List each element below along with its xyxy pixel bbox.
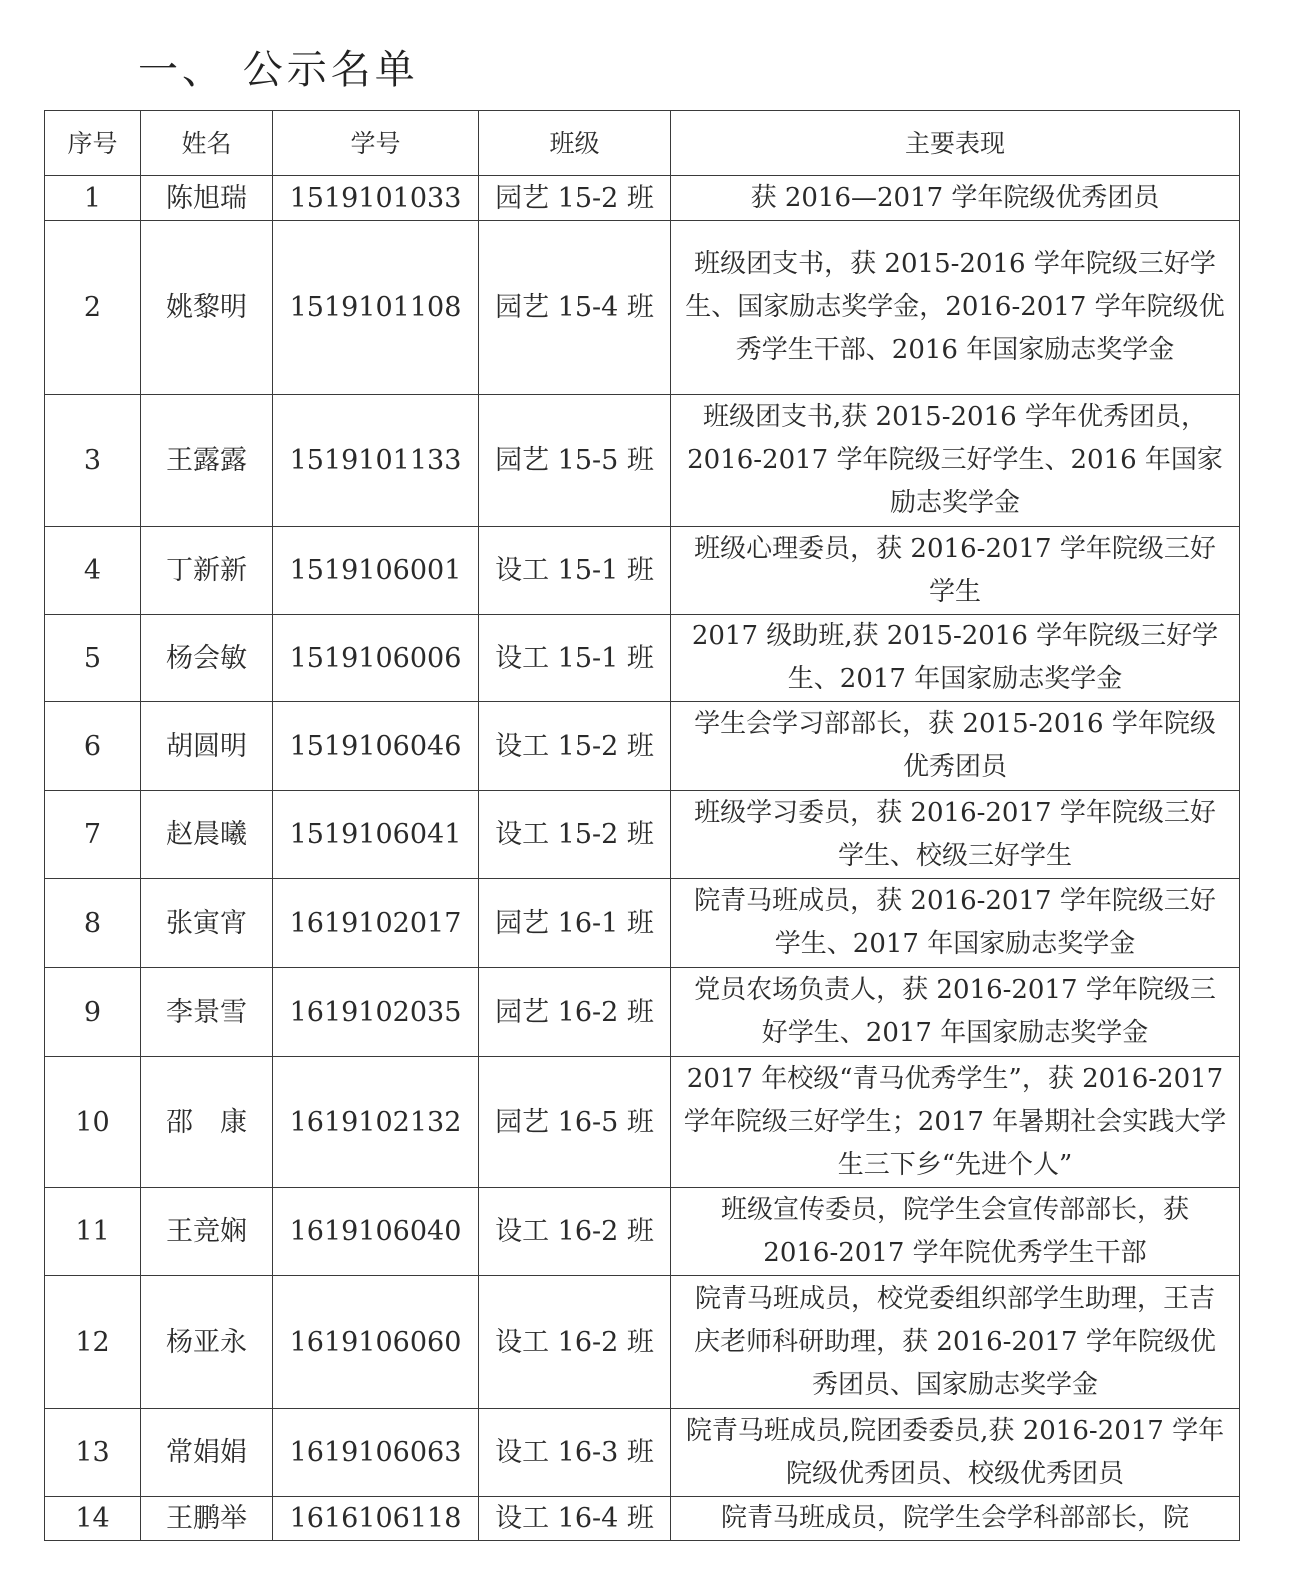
cell-class: 园艺 15-2 班 (479, 176, 671, 221)
cell-student-id: 1519106001 (273, 527, 479, 615)
cell-performance: 班级学习委员，获 2016-2017 学年院级三好学生、校级三好学生 (671, 791, 1240, 879)
cell-class: 设工 16-4 班 (479, 1497, 671, 1541)
cell-performance: 班级团支书,获 2015-2016 学年优秀团员，2016-2017 学年院级三好学生、2016 年国家励志奖学金 (671, 395, 1240, 527)
cell-no: 1 (45, 176, 141, 221)
table-row (45, 702, 1240, 791)
cell-class: 设工 15-1 班 (479, 527, 671, 615)
roster-table (44, 110, 1240, 1541)
cell-no: 13 (45, 1409, 141, 1497)
cell-name: 赵晨曦 (141, 791, 273, 879)
cell-class: 园艺 15-5 班 (479, 395, 671, 527)
cell-name: 常娟娟 (141, 1409, 273, 1497)
table-row (45, 1409, 1240, 1497)
cell-name: 邵 康 (141, 1057, 273, 1188)
table-row (45, 1276, 1240, 1409)
table-row (45, 221, 1240, 395)
cell-student-id: 1519101133 (273, 395, 479, 527)
cell-student-id: 1619102035 (273, 968, 479, 1057)
cell-performance: 获 2016—2017 学年院级优秀团员 (671, 176, 1240, 221)
cell-name: 丁新新 (141, 527, 273, 615)
cell-class: 园艺 16-1 班 (479, 879, 671, 968)
cell-performance: 学生会学习部部长，获 2015-2016 学年院级优秀团员 (671, 702, 1240, 791)
header-no: 序号 (45, 111, 141, 176)
cell-class: 园艺 16-5 班 (479, 1057, 671, 1188)
cell-name: 王竞娴 (141, 1188, 273, 1276)
table-row (45, 527, 1240, 615)
cell-class: 设工 16-3 班 (479, 1409, 671, 1497)
cell-class: 设工 15-2 班 (479, 791, 671, 879)
cell-performance: 班级心理委员，获 2016-2017 学年院级三好学生 (671, 527, 1240, 615)
header-student-id: 学号 (273, 111, 479, 176)
cell-student-id: 1519101033 (273, 176, 479, 221)
table-row (45, 791, 1240, 879)
cell-performance: 院青马班成员,院团委委员,获 2016-2017 学年院级优秀团员、校级优秀团员 (671, 1409, 1240, 1497)
table-row (45, 1057, 1240, 1188)
cell-class: 设工 15-2 班 (479, 702, 671, 791)
cell-student-id: 1519106046 (273, 702, 479, 791)
cell-performance: 2017 级助班,获 2015-2016 学年院级三好学生、2017 年国家励志奖学金 (671, 615, 1240, 702)
cell-no: 2 (45, 221, 141, 395)
cell-performance: 党员农场负责人，获 2016-2017 学年院级三好学生、2017 年国家励志奖学金 (671, 968, 1240, 1057)
cell-student-id: 1619106063 (273, 1409, 479, 1497)
cell-name: 杨会敏 (141, 615, 273, 702)
cell-name: 杨亚永 (141, 1276, 273, 1409)
header-performance: 主要表现 (671, 111, 1240, 176)
cell-no: 8 (45, 879, 141, 968)
cell-class: 设工 15-1 班 (479, 615, 671, 702)
cell-student-id: 1519106006 (273, 615, 479, 702)
cell-name: 王鹏举 (141, 1497, 273, 1541)
cell-name: 王露露 (141, 395, 273, 527)
cell-student-id: 1616106118 (273, 1497, 479, 1541)
cell-no: 3 (45, 395, 141, 527)
cell-class: 设工 16-2 班 (479, 1276, 671, 1409)
cell-name: 陈旭瑞 (141, 176, 273, 221)
table-row (45, 176, 1240, 221)
cell-name: 胡圆明 (141, 702, 273, 791)
cell-name: 姚黎明 (141, 221, 273, 395)
cell-performance: 2017 年校级“青马优秀学生”，获 2016-2017 学年院级三好学生；2017 年暑期社会实践大学生三下乡“先进个人” (671, 1057, 1240, 1188)
cell-no: 10 (45, 1057, 141, 1188)
table-row (45, 879, 1240, 968)
cell-student-id: 1519106041 (273, 791, 479, 879)
table-row (45, 1188, 1240, 1276)
cell-performance: 院青马班成员，院学生会学科部部长，院 (671, 1497, 1240, 1541)
table-row (45, 968, 1240, 1057)
cell-performance: 院青马班成员，获 2016-2017 学年院级三好学生、2017 年国家励志奖学金 (671, 879, 1240, 968)
cell-no: 9 (45, 968, 141, 1057)
cell-class: 园艺 16-2 班 (479, 968, 671, 1057)
cell-student-id: 1619106060 (273, 1276, 479, 1409)
table-row (45, 1497, 1240, 1541)
cell-name: 李景雪 (141, 968, 273, 1057)
table-header-row (45, 111, 1240, 176)
header-name: 姓名 (141, 111, 273, 176)
cell-name: 张寅宵 (141, 879, 273, 968)
cell-class: 设工 16-2 班 (479, 1188, 671, 1276)
cell-student-id: 1519101108 (273, 221, 479, 395)
cell-performance: 班级团支书，获 2015-2016 学年院级三好学生、国家励志奖学金，2016-2017 学年院级优秀学生干部、2016 年国家励志奖学金 (671, 221, 1240, 395)
cell-student-id: 1619102017 (273, 879, 479, 968)
cell-no: 5 (45, 615, 141, 702)
cell-no: 11 (45, 1188, 141, 1276)
cell-performance: 院青马班成员，校党委组织部学生助理，王吉庆老师科研助理，获 2016-2017 学年院级优秀团员、国家励志奖学金 (671, 1276, 1240, 1409)
cell-student-id: 1619106040 (273, 1188, 479, 1276)
table-body (45, 176, 1240, 1541)
cell-class: 园艺 15-4 班 (479, 221, 671, 395)
cell-student-id: 1619102132 (273, 1057, 479, 1188)
cell-no: 4 (45, 527, 141, 615)
cell-no: 7 (45, 791, 141, 879)
page-title: 一、 公示名单 (138, 47, 419, 93)
header-class: 班级 (479, 111, 671, 176)
table-row (45, 615, 1240, 702)
cell-no: 6 (45, 702, 141, 791)
cell-performance: 班级宣传委员，院学生会宣传部部长，获 2016-2017 学年院优秀学生干部 (671, 1188, 1240, 1276)
cell-no: 12 (45, 1276, 141, 1409)
table-row (45, 395, 1240, 527)
cell-no: 14 (45, 1497, 141, 1541)
